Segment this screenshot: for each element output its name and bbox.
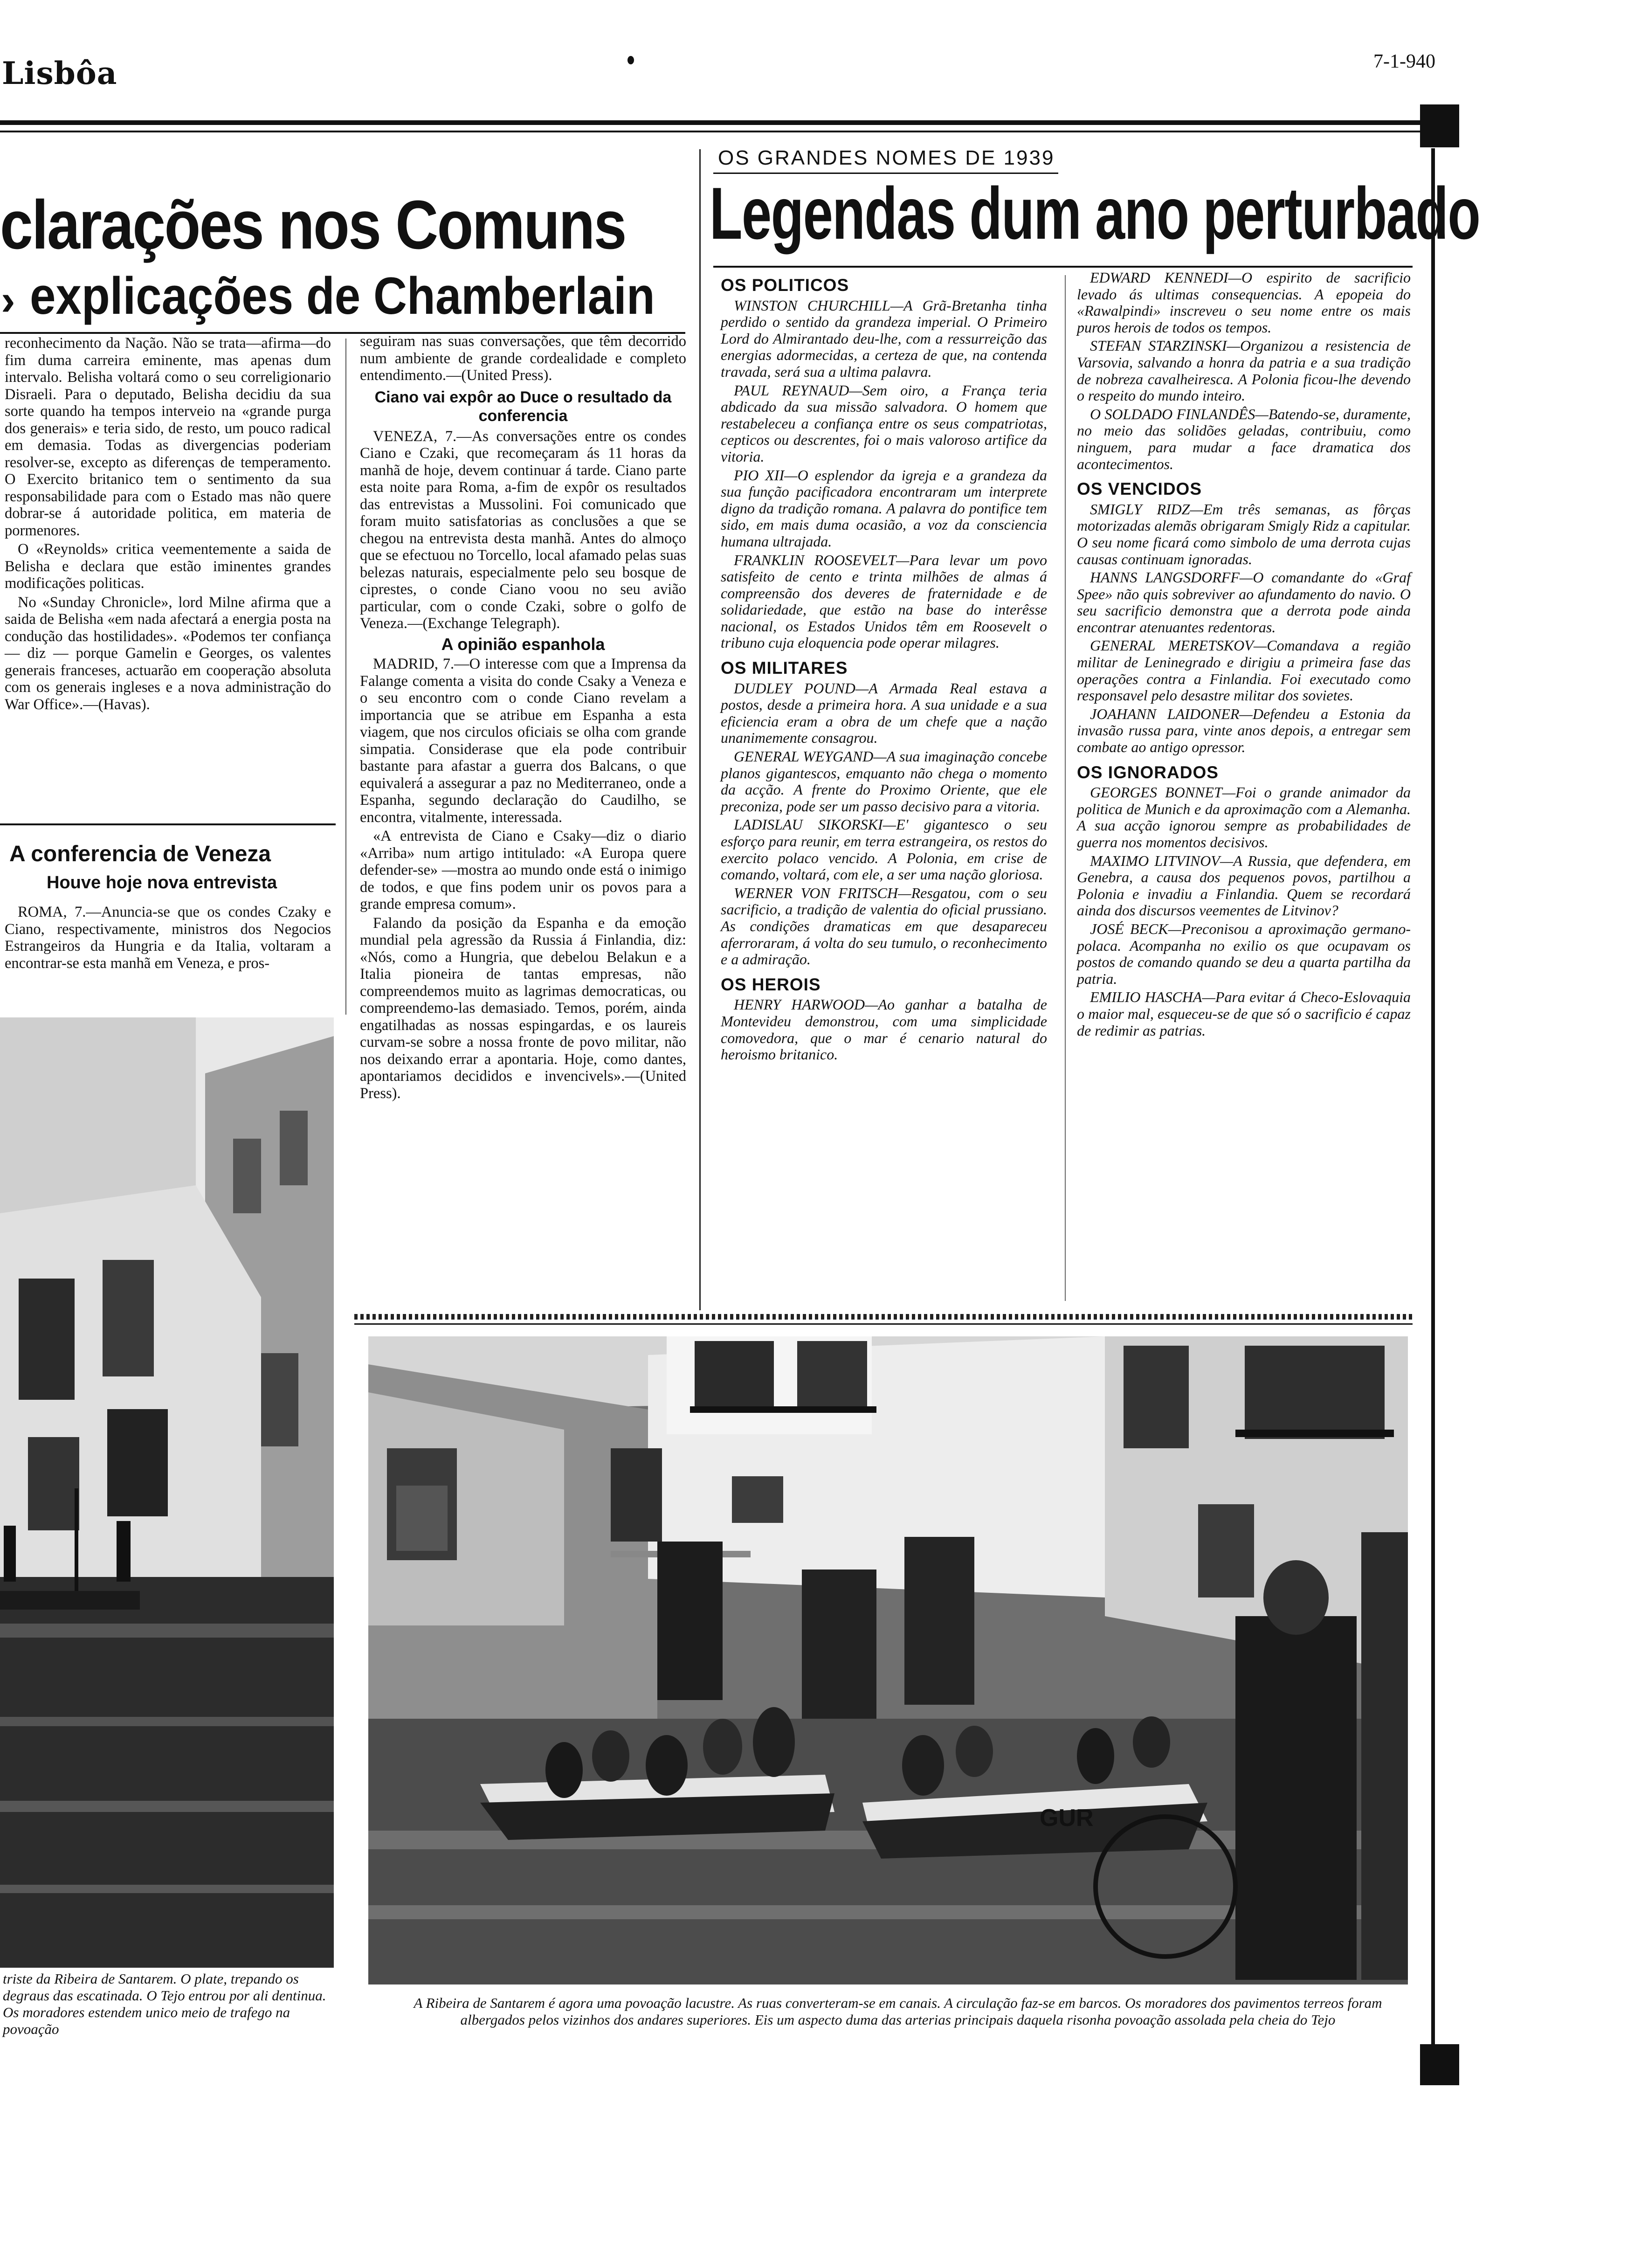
veneza-text [5, 904, 331, 974]
veneza-headline: A conferencia de Veneza [9, 842, 271, 866]
veneza-subhead: Houve hoje nova entrevista [47, 873, 277, 892]
right-column-a [721, 269, 1047, 1065]
boat-lettering: GUR [1040, 1805, 1094, 1832]
portrait-entry: WERNER VON FRITSCH—Resgatou, com o seu sacrificio, a tradição de valentia do oficial prussiano. As condições dramaticas em que desapareceu aferroraram, á volta do seu tumulo, o reconhecimento e a admiração. [721, 884, 1047, 968]
portrait-entry: JOAHANN LAIDONER—Defendeu a Estonia da invasão russa para, vinte anos depois, a entregar sem combate ao antigo opressor. [1077, 705, 1411, 756]
right-column-b [1077, 270, 1411, 1041]
portrait-entry: LADISLAU SIKORSKI—E' gigantesco o seu esforço para reunir, em terra estrangeira, os restos do exercito polaco vencido. A Polonia, em crise de comando, voltará, com ele, a ser uma nação gloriosa. [721, 816, 1047, 883]
left-headline-2: explicações de Chamberlain [30, 267, 655, 325]
portrait-entry: PAUL REYNAUD—Sem oiro, a França teria abdicado da sua missão salvadora. O homem que restabeleceu a confiança entre os seus compatriotas, cepticos ou descrentes, foi o mais valoroso artifice da vitoria. [721, 381, 1047, 465]
portrait-entry: MAXIMO LITVINOV—A Russia, que defendera, em Genebra, a causa dos pequenos povos, partilhou a Polonia e invadiu a Finlandia. Quem se recordará ainda dos discursos veementes de Litvinov? [1077, 852, 1411, 919]
photo-top-rule [354, 1323, 1413, 1325]
espanhola-paragraph: MADRID, 7.—O interesse com que a Imprensa da Falange comenta a visita do conde Csaky a Veneza e o seu encontro com o conde Ciano revelam a importancia que se atribue em Espanha a esta viagem, que nos circulos oficiais se olha com grande simpatia. Considerase que ela pode contribuir bastante para afastar a guerra dos Balcans, o que equivalerá a assegurar a paz no Mediterraneo, onde a Espanha, segundo declaração do Caudilho, se encontra, vitalmente, interessada. [360, 656, 686, 826]
masthead-date: 7-1-940 [1373, 51, 1435, 72]
section-heading: OS POLITICOS [721, 276, 849, 295]
right-headline-rule [713, 266, 1413, 268]
left-headline-1: clarações nos Comuns [0, 187, 626, 263]
left-col1-paragraph: No «Sunday Chronicle», lord Milne afirma que a saida de Belisha «em nada afectará a energia posta na condução das hostilidades». «Podemos ter confiança — diz — porque Gamelin e Georges, os valentes generais franceses, actuarão em cooperação absoluta com os generais ingleses e a nova administração do War Office».—(Havas). [5, 594, 331, 713]
veneza-rule [0, 823, 336, 825]
left-headline-2-arrow: › [1, 277, 15, 324]
masthead-rule-thin [0, 131, 1427, 132]
section-heading: OS HEROIS [721, 975, 821, 994]
masthead-rule [0, 120, 1427, 125]
main-photo-caption: A Ribeira de Santarem é agora uma povoação lacustre. As ruas converteram-se em canais. A circulação faz-se em barcos. Os moradores dos pavimentos terreos foram albergados pelos vizinhos dos andares superiores. Eis um aspecto duma das arterias principais daquela risonha povoação assolada pela cheia do Tejo [414, 1995, 1382, 2028]
espanhola-paragraph: «A entrevista de Ciano e Csaky—diz o diario «Arriba» num artigo intitulado: «A Europa quere defender-se» —mostra ao mundo onde está o inimigo de todos, e que fins podem unir os povos para a grande empresa comum». [360, 828, 686, 913]
left-column-2 [360, 333, 686, 1104]
portrait-entry: GENERAL MERETSKOV—Comandava a região militar de Leninegrado e dirigiu a primeira fase das operações contra a Finlandia. Foi executado como responsavel pelo desastre militar dos sovietes. [1077, 637, 1411, 704]
veneza-paragraph: ROMA, 7.—Anuncia-se que os condes Czaky e Ciano, respectivamente, ministros dos Negocios Estrangeiros da Hungria e da Italia, voltaram a encontrar-se esta manhã em Veneza, e pros- [5, 904, 331, 972]
portrait-entry: GENERAL WEYGAND—A sua imaginação concebe planos gigantescos, emquanto não chega o momento da acção. A frente do Proximo Oriente, que ele preconiza, pode ser um passo decisivo para a vitoria. [721, 748, 1047, 815]
left-col2-top: seguiram nas suas conversações, que têm decorrido num ambiente de grande cordealidade e completo entendimento.—(United Press). [360, 333, 686, 384]
section-heading: OS VENCIDOS [1077, 479, 1202, 499]
right-kicker: OS GRANDES NOMES DE 1939 [718, 146, 1055, 169]
masthead-bullet [627, 56, 634, 64]
right-edge-block-top [1420, 104, 1459, 147]
portrait-entry: STEFAN STARZINSKI—Organizou a resistencia de Varsovia, salvando a honra da patria e a sua tradição de nobreza cavalheiresca. A Polonia ficou-lhe devendo o respeito do mundo inteiro. [1077, 337, 1411, 404]
portrait-entry: SMIGLY RIDZ—Em três semanas, as fôrças motorizadas alemãs obrigaram Smigly Ridz a capitular. O seu nome ficará como simbolo de uma derrota cujas causas continuam ignoradas. [1077, 500, 1411, 567]
main-photo-image [368, 1336, 1408, 1984]
left-photo-image [0, 1017, 334, 1968]
left-col1-paragraph: O «Reynolds» critica veementemente a saida de Belisha e declara que estão iminentes grandes modificações politicas. [5, 541, 331, 592]
portrait-entry: HANNS LANGSDORFF—O comandante do «Graf Spee» não quis sobreviver ao afundamento do navio. O seu sacrificio demonstra que a derrota pode ainda encontrar atenuantes redentoras. [1077, 569, 1411, 636]
section-heading: OS MILITARES [721, 658, 848, 678]
portrait-entry: EDWARD KENNEDI—O espirito de sacrificio levado ás ultimas consequencias. A epopeia do «Rawalpindi» inscreveu o seu nome entre os mais puros herois de todos os tempos. [1077, 269, 1411, 336]
section-heading: OS IGNORADOS [1077, 762, 1219, 782]
portrait-entry: O SOLDADO FINLANDÊS—Batendo-se, duramente, no meio das solidões geladas, contribuiu, como ninguem, para mudar a face dramatica dos acontecimentos. [1077, 405, 1411, 472]
left-column-1 [5, 335, 331, 715]
ciano-paragraph: VENEZA, 7.—As conversações entre os condes Ciano e Czaki, que recomeçaram ás 11 horas da manhã de hoje, devem continuar á tarde. Ciano parte esta noite para Roma, a-fim de expôr os resultados das entrevistas a Mussolini. Foi comunicado que foram muito satisfatorias as conclusões a que se chegou na entrevista desta manhã. Antes do almoço que se efectuou no Torcello, local afamado pelas suas belezas naturais, especialmente pelo seu bosque de ciprestes, o conde Ciano voou no seu avião particular, com o conde Czaki, sobre o golfo de Veneza.—(Exchange Telegraph). [360, 428, 686, 632]
right-edge-block-bottom [1420, 2044, 1459, 2085]
portrait-entry: FRANKLIN ROOSEVELT—Para levar um povo satisfeito de cento e trinta milhões de almas á compreensão dos deveres de fraternidade e de solidariedade, que estão na base do interêsse nacional, os Estados Unidos têm em Roosevelt o tribuno cuja eloquencia pode operar milagres. [721, 551, 1047, 651]
left-flood-photo [0, 1017, 334, 1968]
portrait-entry: WINSTON CHURCHILL—A Grã-Bretanha tinha perdido o sentido da grandeza imperial. O Primeiro Lord do Almirantado deu-lhe, com a ressurreição das energias adormecidas, a certeza de que, na contenda travada, será sua a ultima palavra. [721, 297, 1047, 380]
espanhola-headline: A opinião espanhola [441, 634, 605, 654]
portrait-entry: PIO XII—O esplendor da igreja e a grandeza da sua função pacificadora encontraram um interprete digno da tradição romana. A palavra do pontifice tem sido, em mais duma ocasião, a voz da consciencia humana ultrajada. [721, 466, 1047, 550]
right-column-divider [1065, 275, 1066, 1301]
portrait-entry: DUDLEY POUND—A Armada Real estava a postos, desde a primeira hora. A sua unidade e a sua eficiencia eram a obra de um chefe que a nação unanimemente consagrou. [721, 679, 1047, 747]
portrait-entry: EMILIO HASCHA—Para evitar á Checo-Eslovaquia o maior mal, esqueceu-se de que só o sacrificio é capaz de redimir as patrias. [1077, 989, 1411, 1039]
right-headline: Legendas dum ano perturbado [710, 173, 1480, 255]
photo-top-dotted-rule [354, 1314, 1413, 1320]
masthead-city: Lisbôa [2, 55, 117, 91]
main-flood-photo [368, 1336, 1408, 1984]
right-edge-line [1431, 148, 1435, 2046]
left-col1-paragraph: reconhecimento da Nação. Não se trata—afirma—do fim duma carreira eminente, mas apenas dum intervalo. Belisha voltará como o seu correligionario Disraeli. Para o deputado, Belisha decidiu da sua sorte quando ha tempos interveio na «grande purga dos generais» e teria sido, de resto, um pouco radical em demasia. Todas as divergencias poderiam resolver-se, excepto as diferenças de temperamento. O Exercito britanico tem o sentimento da sua responsabilidade para com o Estado mas não quere dobrar-se á autoridade politica, em materia de pormenores. [5, 335, 331, 539]
portrait-entry: GEORGES BONNET—Foi o grande animador da politica de Munich e da aproximação com a Alemanha. A sua acção ignorou sempre as probabilidades de guerra nos momentos decisivos. [1077, 784, 1411, 850]
column-divider [699, 149, 701, 1310]
portrait-entry: HENRY HARWOOD—Ao ganhar a batalha de Montevideu demonstrou, com uma simplicidade comovedora, que o mar é cenario natural do heroismo britanico. [721, 996, 1047, 1063]
portrait-entry: JOSÉ BECK—Preconisou a aproximação germano-polaca. Acompanha no exilio os que ocupavam os postos de comando quando se deu a quarta partilha da patria. [1077, 920, 1411, 987]
espanhola-paragraph: Falando da posição da Espanha e da emoção mundial pela agressão da Russia á Finlandia, diz: «Nós, como a Hungria, que debelou Belakun e a Italia pioneira de tantas empresas, não compreendemos muito as lagrimas democraticas, ou compreendemo-las demasiado. Temos, porém, ainda engatilhadas as nossas espingardas, e os laureis curvam-se sobre a nossa fronte de povo militar, não nos deixando errar a apontaria. Hoje, como dantes, apontariamos decididos e invencivels».—(United Press). [360, 914, 686, 1102]
column-divider [345, 339, 346, 1015]
ciano-headline: Ciano vai expôr ao Duce o resultado da conferencia [374, 388, 672, 425]
left-photo-caption: triste da Ribeira de Santarem. O plate, trepando os degraus das escatinada. O Tejo entrou por ali dentinua. Os moradores estendem unico meio de trafego na povoação [3, 1971, 326, 2037]
